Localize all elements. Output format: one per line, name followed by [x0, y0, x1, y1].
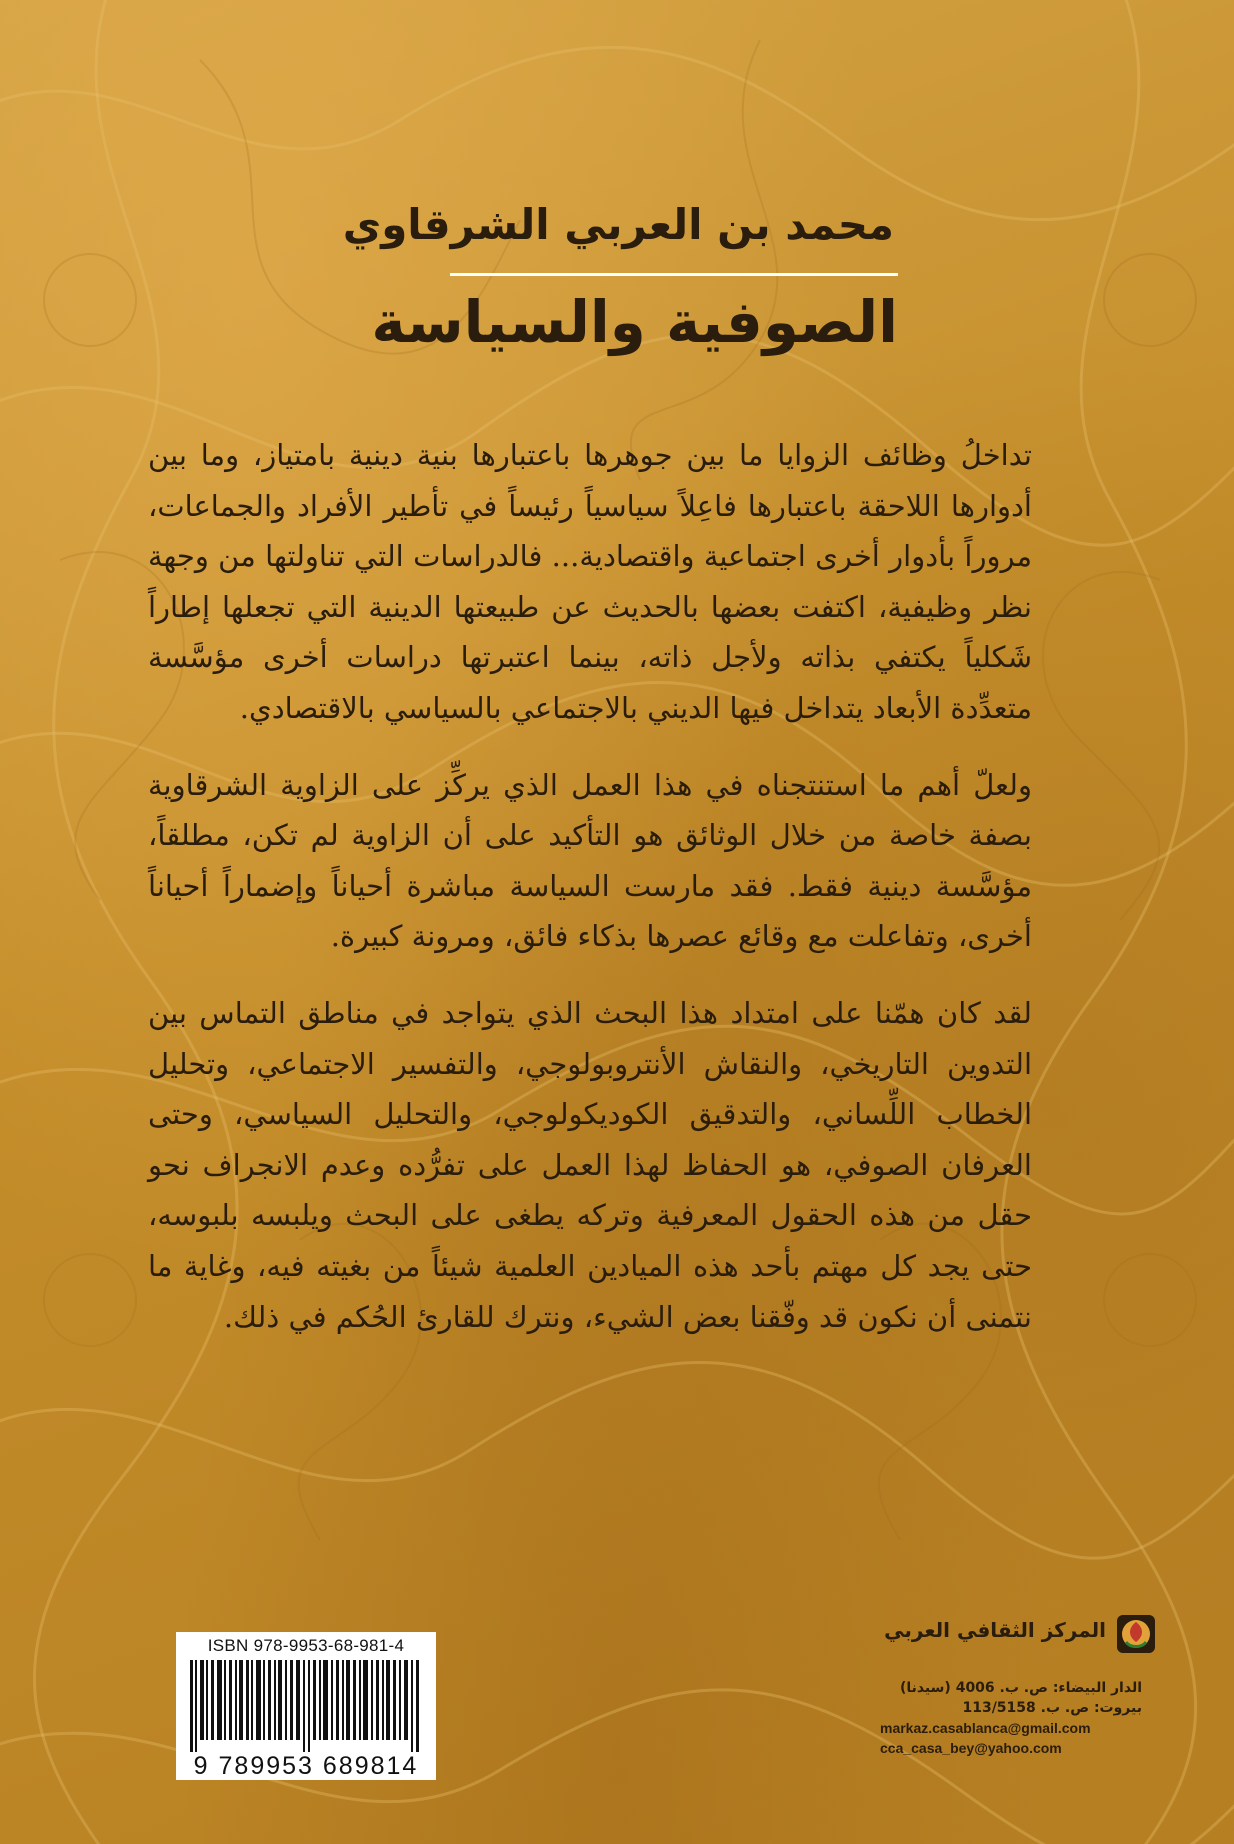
tulip-emblem-icon — [1114, 1612, 1158, 1656]
book-title: الصوفية والسياسة — [371, 288, 898, 356]
back-cover-blurb — [148, 430, 1032, 1368]
author-name: محمد بن العربي الشرقاوي — [342, 200, 894, 249]
isbn-label: ISBN 978-9953-68-981-4 — [207, 1636, 405, 1655]
blurb-paragraph: تداخلُ وظائف الزوايا ما بين جوهرها باعتبارها بنية دينية بامتياز، وما بين أدوارها اللاحقة باعتبارها فاعِلاً سياسياً رئيساً في تأطير الأفراد والجماعات، مروراً بأدوار أخرى اجتماعية واقتصادية... فالدراسات التي تناولتها من وجهة نظر وظيفية، اكتفت بعضها بالحديث عن طبيعتها الدينية التي تجعلها إطاراً شَكلياً يكتفي بذاته ولأجل ذاته، بينما اعتبرتها دراسات أخرى مؤسَّسة متعدِّدة الأبعاد يتداخل فيها الديني بالاجتماعي بالسياسي بالاقتصادي. — [148, 438, 1032, 725]
barcode-digits: 9 789953 689814 — [193, 1752, 419, 1780]
email-casablanca: markaz.casablanca@gmail.com — [880, 1720, 1091, 1736]
address-beirut: بيروت: ص. ب. 113/5158 — [962, 1700, 1142, 1716]
barcode-icon — [182, 1660, 430, 1752]
email-beirut: cca_casa_bey@yahoo.com — [880, 1740, 1062, 1756]
publisher-name: المركز الثقافي العربي — [884, 1618, 1106, 1642]
isbn-barcode-block — [176, 1632, 436, 1780]
publisher-contacts — [880, 1678, 1142, 1758]
publisher-brand — [870, 1612, 1158, 1656]
address-casablanca: الدار البيضاء: ص. ب. 4006 (سيدنا) — [899, 1680, 1142, 1696]
blurb-paragraph: لقد كان همّنا على امتداد هذا البحث الذي يتواجد في مناطق التماس بين التدوين التاريخي، والنقاش الأنتروبولوجي، والتفسير الاجتماعي، وتحليل الخطاب اللِّساني، والتدقيق الكوديكولوجي، والتحليل السياسي، وحتى العرفان الصوفي، هو الحفاظ لهذا العمل على تفرُّده وعدم الانجراف نحو حقل من هذه الحقول المعرفية وتركه يطغى على البحث ويلبسه بلبوسه، حتى يجد كل مهتم بأحد هذه الميادين العلمية شيئاً من بغيته فيه، وغاية ما نتمنى أن نكون قد وفّقنا بعض الشيء، ونترك للقارئ الحُكم في ذلك. — [148, 995, 1032, 1334]
title-divider — [450, 273, 898, 276]
blurb-paragraph: ولعلّ أهم ما استنتجناه في هذا العمل الذي يركِّز على الزاوية الشرقاوية بصفة خاصة من خلال الوثائق هو التأكيد على أن الزاوية لم تكن، مطلقاً، مؤسَّسة دينية فقط. فقد مارست السياسة مباشرة أحياناً وإضماراً أحياناً أخرى، وتفاعلت مع وقائع عصرها بذكاء فائق، ومرونة كبيرة. — [148, 767, 1032, 954]
